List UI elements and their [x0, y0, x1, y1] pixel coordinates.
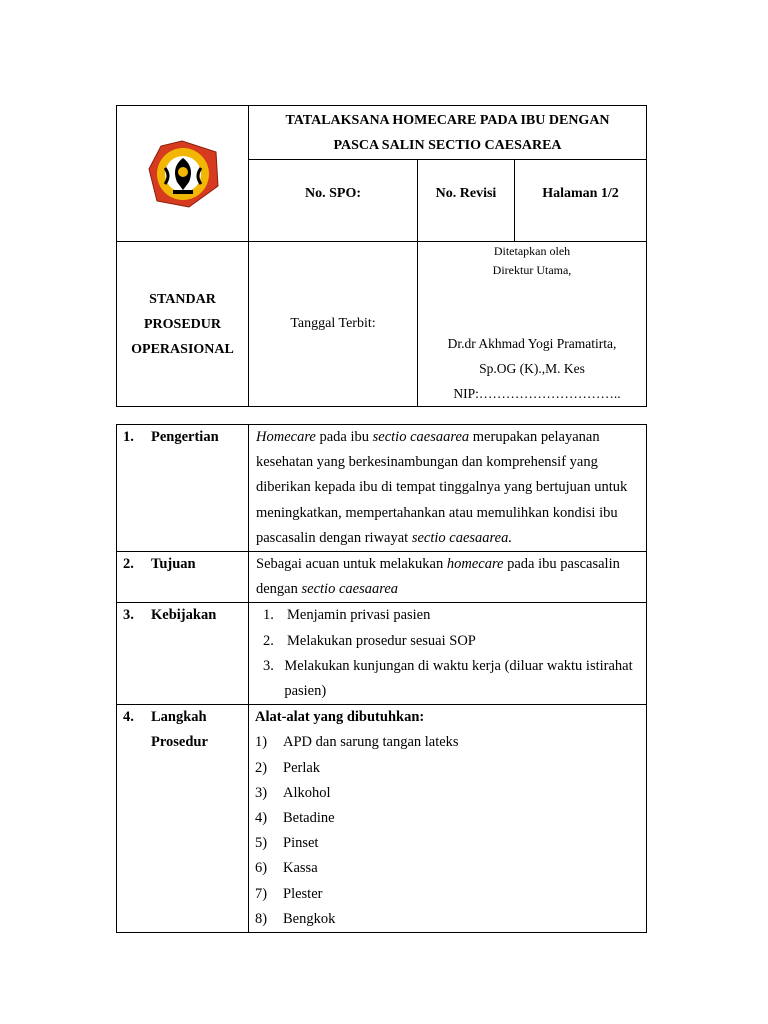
- kebijakan-content: [249, 603, 647, 705]
- section-number: 1.: [123, 429, 134, 445]
- section-label: Langkah: [151, 709, 207, 726]
- list-text: Kassa: [283, 860, 318, 877]
- title-line-1: TATALAKSANA HOMECARE PADA IBU DENGAN: [285, 113, 610, 128]
- halaman-label: Halaman 1/2: [542, 185, 619, 201]
- list-text: Alkohol: [283, 784, 331, 801]
- table-row: [117, 603, 647, 705]
- list-number: 3.: [263, 657, 274, 674]
- table-row: [117, 705, 647, 933]
- section-label-cell: [117, 603, 249, 705]
- list-number: 8): [255, 910, 268, 927]
- sop-line-3: OPERASIONAL: [131, 341, 234, 357]
- text-italic: Homecare: [256, 429, 316, 445]
- no-spo-cell: [249, 159, 418, 241]
- list-number: 1): [255, 734, 268, 751]
- signatory-title: Sp.OG (K).,M. Kes: [479, 361, 585, 376]
- halaman-cell: [515, 159, 647, 241]
- list-text: Menjamin privasi pasien: [287, 607, 431, 624]
- list-text: Melakukan kunjungan di waktu kerja (diluar waktu istirahat pasien): [284, 657, 633, 700]
- list-item: [255, 907, 642, 932]
- list-number: 7): [255, 885, 268, 902]
- section-label-line-2: Prosedur: [151, 734, 208, 751]
- university-logo-icon: [117, 106, 248, 236]
- sop-label-cell: [117, 242, 249, 407]
- section-label-cell: [117, 552, 249, 603]
- list-number: 3): [255, 784, 268, 801]
- list-item: [255, 730, 642, 755]
- list-number: 4): [255, 810, 268, 827]
- no-revisi-label: No. Revisi: [435, 185, 497, 201]
- list-item: [256, 654, 642, 704]
- langkah-content: [249, 705, 647, 933]
- section-number: 3.: [123, 607, 134, 624]
- section-number: 2.: [123, 556, 134, 573]
- list-text: Perlak: [283, 759, 321, 776]
- header-table: [116, 105, 647, 407]
- list-item: [255, 856, 642, 881]
- text-italic: sectio caesaarea: [372, 429, 470, 445]
- list-number: 2): [255, 759, 268, 776]
- text-italic: homecare: [446, 556, 504, 573]
- tanggal-cell: [249, 242, 418, 407]
- sop-line-2: PROSEDUR: [143, 316, 221, 332]
- list-number: 5): [255, 835, 268, 852]
- tools-heading: Alat-alat yang dibutuhkan:: [255, 709, 425, 726]
- section-label: Pengertian: [151, 429, 219, 445]
- list-text: Melakukan prosedur sesuai SOP: [287, 632, 476, 649]
- list-text: Betadine: [283, 810, 335, 827]
- section-label: Tujuan: [151, 556, 196, 573]
- logo-cell: [117, 106, 249, 242]
- list-text: APD dan sarung tangan lateks: [283, 734, 459, 751]
- tujuan-content: [249, 552, 647, 603]
- text-italic: sectio caesaarea: [301, 581, 399, 598]
- ditetapkan-label: Ditetapkan oleh: [493, 244, 571, 258]
- text: merupakan pelayanan kesehatan yang berkesinambungan dan komprehensif yang diberikan kepada ibu di tempat tinggalnya yang bertujuan untuk meningkatkan, mempertahankan atau memulihkan kondisi ibu pascasalin dengan riwayat: [256, 429, 628, 546]
- table-row: [117, 552, 647, 603]
- list-number: 2.: [263, 632, 274, 649]
- title-line-2: PASCA SALIN SECTIO CAESAREA: [333, 138, 562, 153]
- list-item: [255, 806, 642, 831]
- text: Sebagai acuan untuk melakukan: [256, 556, 447, 573]
- list-text: Pinset: [283, 835, 319, 852]
- section-number: 4.: [123, 709, 134, 726]
- text: pada ibu: [315, 429, 373, 445]
- table-row: [117, 425, 647, 552]
- no-revisi-cell: [418, 159, 515, 241]
- section-label: Kebijakan: [151, 607, 217, 624]
- signatory-name: Dr.dr Akhmad Yogi Pramatirta,: [447, 336, 617, 351]
- section-label-cell: [117, 705, 249, 933]
- list-item: [256, 603, 642, 628]
- text-italic: sectio caesaarea.: [411, 529, 512, 546]
- list-text: Plester: [283, 885, 323, 902]
- text: pada ibu pascasalin dengan: [256, 556, 620, 598]
- list-item: [255, 882, 642, 907]
- list-item: [255, 756, 642, 781]
- direktur-label: Direktur Utama,: [492, 263, 572, 277]
- sop-line-1: STANDAR: [149, 291, 216, 307]
- procedure-table: [116, 424, 647, 933]
- list-item: [255, 831, 642, 856]
- nip-label: NIP:…………………………..: [453, 386, 621, 401]
- no-spo-label: No. SPO:: [305, 185, 361, 201]
- list-item: [256, 629, 642, 654]
- signature-cell: [418, 242, 647, 407]
- list-item: [255, 781, 642, 806]
- list-text: Bengkok: [283, 910, 336, 927]
- pengertian-content: [249, 425, 647, 552]
- list-number: 1.: [263, 607, 274, 624]
- section-label-cell: [117, 425, 249, 552]
- document-title: [249, 106, 647, 160]
- list-number: 6): [255, 860, 268, 877]
- tanggal-terbit-label: Tanggal Terbit:: [290, 316, 376, 331]
